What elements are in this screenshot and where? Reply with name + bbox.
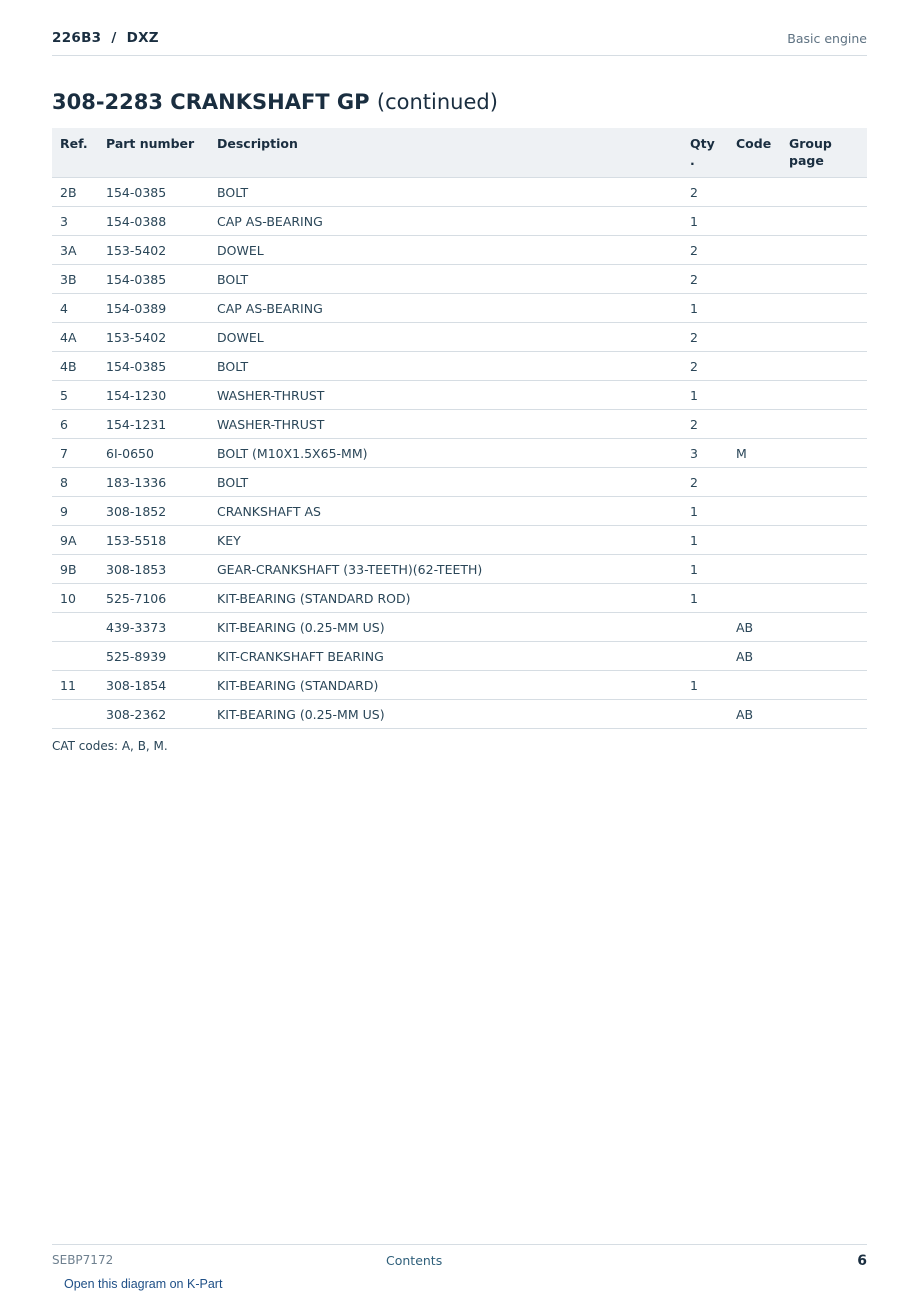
description-cell: KIT-CRANKSHAFT BEARING <box>209 642 682 671</box>
ref-cell: 3B <box>52 265 98 294</box>
table-row <box>52 265 867 294</box>
qty-cell <box>682 642 728 671</box>
code-cell <box>728 584 781 613</box>
table-row <box>52 497 867 526</box>
group-page-cell <box>781 555 867 584</box>
section-label: Basic engine <box>787 31 867 46</box>
parts-table <box>52 128 867 729</box>
table-row <box>52 700 867 729</box>
table-row <box>52 526 867 555</box>
ref-cell: 6 <box>52 410 98 439</box>
part-number-cell: 525-8939 <box>98 642 209 671</box>
contents-link[interactable]: Contents <box>386 1253 443 1268</box>
cat-codes-note: CAT codes: A, B, M. <box>52 739 168 753</box>
column-header-qty: Qty . <box>682 128 728 178</box>
code-cell <box>728 497 781 526</box>
description-cell: WASHER-THRUST <box>209 410 682 439</box>
column-header-code: Code <box>728 128 781 178</box>
qty-cell: 1 <box>682 526 728 555</box>
page-header <box>52 28 867 56</box>
code-cell: AB <box>728 700 781 729</box>
description-cell: BOLT <box>209 265 682 294</box>
group-page-cell <box>781 642 867 671</box>
group-page-cell <box>781 294 867 323</box>
table-row <box>52 468 867 497</box>
page-footer <box>52 1244 867 1273</box>
code-cell <box>728 178 781 207</box>
part-number-cell: 439-3373 <box>98 613 209 642</box>
code-cell <box>728 294 781 323</box>
parts-table-body <box>52 178 867 729</box>
column-header-group-page: Group page <box>781 128 867 178</box>
column-header-part-number: Part number <box>98 128 209 178</box>
part-number-cell: 308-1852 <box>98 497 209 526</box>
code-cell <box>728 671 781 700</box>
table-row <box>52 410 867 439</box>
group-page-cell <box>781 526 867 555</box>
description-cell: BOLT <box>209 352 682 381</box>
ref-cell: 10 <box>52 584 98 613</box>
code-cell: M <box>728 439 781 468</box>
qty-cell: 1 <box>682 381 728 410</box>
part-number-cell: 308-2362 <box>98 700 209 729</box>
description-cell: DOWEL <box>209 323 682 352</box>
ref-cell <box>52 642 98 671</box>
page-title <box>52 90 498 114</box>
part-number-cell: 308-1853 <box>98 555 209 584</box>
description-cell: BOLT <box>209 468 682 497</box>
description-cell: BOLT <box>209 178 682 207</box>
part-number-cell: 154-1230 <box>98 381 209 410</box>
model-label: 226B3 / DXZ <box>52 30 159 46</box>
ref-cell: 9 <box>52 497 98 526</box>
table-row <box>52 584 867 613</box>
code-cell <box>728 236 781 265</box>
part-number-cell: 308-1854 <box>98 671 209 700</box>
column-header-ref: Ref. <box>52 128 98 178</box>
ref-cell <box>52 700 98 729</box>
group-page-cell <box>781 381 867 410</box>
ref-cell: 3 <box>52 207 98 236</box>
description-cell: DOWEL <box>209 236 682 265</box>
qty-cell: 2 <box>682 265 728 294</box>
group-page-cell <box>781 207 867 236</box>
open-diagram-link[interactable]: Open this diagram on K-Part <box>64 1277 223 1291</box>
description-cell: CAP AS-BEARING <box>209 207 682 236</box>
table-row <box>52 671 867 700</box>
code-cell: AB <box>728 613 781 642</box>
ref-cell <box>52 613 98 642</box>
table-row <box>52 439 867 468</box>
description-cell: KIT-BEARING (STANDARD) <box>209 671 682 700</box>
title-suffix: (continued) <box>376 90 498 114</box>
table-row <box>52 352 867 381</box>
group-page-cell <box>781 671 867 700</box>
title-main: 308-2283 CRANKSHAFT GP <box>52 90 370 114</box>
part-number-cell: 154-0385 <box>98 352 209 381</box>
description-cell: KEY <box>209 526 682 555</box>
description-cell: KIT-BEARING (0.25-MM US) <box>209 700 682 729</box>
ref-cell: 2B <box>52 178 98 207</box>
qty-cell: 1 <box>682 207 728 236</box>
group-page-cell <box>781 265 867 294</box>
code-cell <box>728 352 781 381</box>
part-number-cell: 154-0388 <box>98 207 209 236</box>
code-cell <box>728 323 781 352</box>
qty-cell: 2 <box>682 352 728 381</box>
qty-cell: 1 <box>682 671 728 700</box>
part-number-cell: 153-5402 <box>98 323 209 352</box>
description-cell: KIT-BEARING (0.25-MM US) <box>209 613 682 642</box>
qty-cell: 1 <box>682 497 728 526</box>
code-cell: AB <box>728 642 781 671</box>
part-number-cell: 525-7106 <box>98 584 209 613</box>
code-cell <box>728 526 781 555</box>
group-page-cell <box>781 584 867 613</box>
code-cell <box>728 410 781 439</box>
page-number: 6 <box>857 1253 867 1269</box>
qty-cell: 1 <box>682 584 728 613</box>
ref-cell: 4B <box>52 352 98 381</box>
group-page-cell <box>781 352 867 381</box>
group-page-cell <box>781 178 867 207</box>
ref-cell: 7 <box>52 439 98 468</box>
table-header-row <box>52 128 867 178</box>
part-number-cell: 154-0385 <box>98 178 209 207</box>
description-cell: KIT-BEARING (STANDARD ROD) <box>209 584 682 613</box>
description-cell: GEAR-CRANKSHAFT (33-TEETH)(62-TEETH) <box>209 555 682 584</box>
code-cell <box>728 381 781 410</box>
ref-cell: 4 <box>52 294 98 323</box>
part-number-cell: 183-1336 <box>98 468 209 497</box>
part-number-cell: 154-0385 <box>98 265 209 294</box>
table-row <box>52 613 867 642</box>
table-row <box>52 381 867 410</box>
group-page-cell <box>781 323 867 352</box>
code-cell <box>728 468 781 497</box>
ref-cell: 3A <box>52 236 98 265</box>
ref-cell: 11 <box>52 671 98 700</box>
document-id: SEBP7172 <box>52 1253 114 1267</box>
code-cell <box>728 207 781 236</box>
ref-cell: 8 <box>52 468 98 497</box>
part-number-cell: 154-0389 <box>98 294 209 323</box>
qty-cell: 2 <box>682 178 728 207</box>
group-page-cell <box>781 700 867 729</box>
description-cell: CRANKSHAFT AS <box>209 497 682 526</box>
group-page-cell <box>781 439 867 468</box>
qty-cell: 2 <box>682 323 728 352</box>
table-row <box>52 207 867 236</box>
qty-cell: 1 <box>682 294 728 323</box>
qty-cell: 2 <box>682 236 728 265</box>
part-number-cell: 154-1231 <box>98 410 209 439</box>
qty-cell: 2 <box>682 410 728 439</box>
group-page-cell <box>781 236 867 265</box>
qty-cell: 3 <box>682 439 728 468</box>
ref-cell: 5 <box>52 381 98 410</box>
qty-cell: 2 <box>682 468 728 497</box>
description-cell: CAP AS-BEARING <box>209 294 682 323</box>
code-cell <box>728 265 781 294</box>
table-row <box>52 555 867 584</box>
table-row <box>52 323 867 352</box>
group-page-cell <box>781 410 867 439</box>
description-cell: BOLT (M10X1.5X65-MM) <box>209 439 682 468</box>
code-cell <box>728 555 781 584</box>
group-page-cell <box>781 613 867 642</box>
column-header-description: Description <box>209 128 682 178</box>
part-number-cell: 6I-0650 <box>98 439 209 468</box>
part-number-cell: 153-5402 <box>98 236 209 265</box>
qty-cell <box>682 613 728 642</box>
ref-cell: 9B <box>52 555 98 584</box>
table-row <box>52 236 867 265</box>
qty-cell: 1 <box>682 555 728 584</box>
table-row <box>52 642 867 671</box>
table-row <box>52 178 867 207</box>
group-page-cell <box>781 497 867 526</box>
group-page-cell <box>781 468 867 497</box>
table-row <box>52 294 867 323</box>
description-cell: WASHER-THRUST <box>209 381 682 410</box>
part-number-cell: 153-5518 <box>98 526 209 555</box>
qty-cell <box>682 700 728 729</box>
ref-cell: 9A <box>52 526 98 555</box>
ref-cell: 4A <box>52 323 98 352</box>
